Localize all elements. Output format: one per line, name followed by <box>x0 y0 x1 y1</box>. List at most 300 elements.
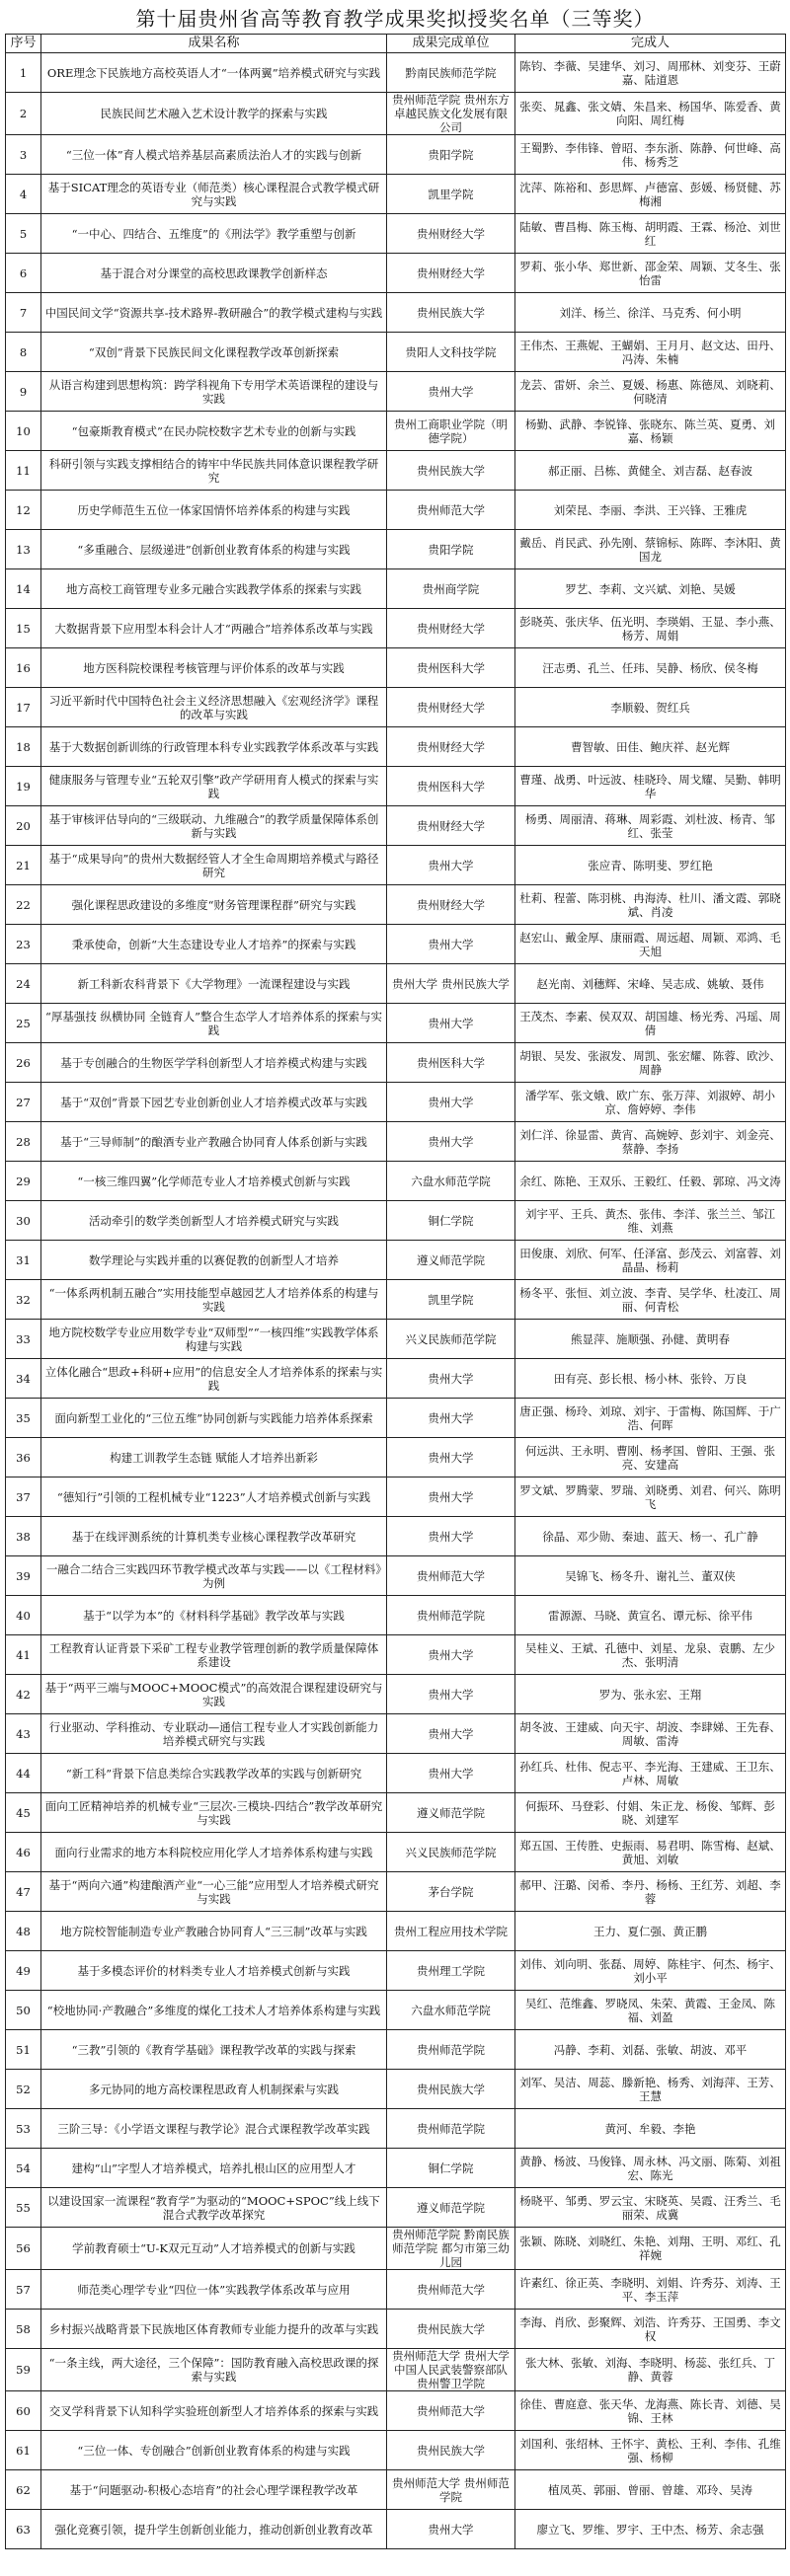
completion-unit: 贵州财经大学 <box>387 254 515 293</box>
achievement-name: 基于“成果导向”的贵州大数据经管人才全生命周期培养模式与路径研究 <box>41 846 387 885</box>
completion-people: 孙红兵、杜伟、倪志平、李光海、王建威、王卫东、卢林、周敏 <box>515 1754 786 1793</box>
completion-unit: 贵州师范大学 <box>387 491 515 530</box>
completion-unit: 贵州大学 <box>387 846 515 885</box>
completion-unit: 贵州财经大学 <box>387 688 515 727</box>
completion-unit: 贵州财经大学 <box>387 727 515 767</box>
completion-unit: 贵阳学院 <box>387 530 515 569</box>
completion-unit: 贵州师范学院 贵州东方卓越民族文化发展有限公司 <box>387 93 515 135</box>
row-number: 23 <box>6 925 41 964</box>
row-number: 10 <box>6 412 41 451</box>
table-row <box>6 2349 786 2391</box>
achievement-name: “校地协同·产教融合”多维度的煤化工技术人才培养体系构建与实践 <box>41 1991 387 2030</box>
completion-people: 王伟杰、王燕妮、王蝴娟、王月月、赵文达、田丹、冯涛、朱楠 <box>515 333 786 372</box>
completion-people: 陈钧、李薇、吴建华、刘习、周邢林、刘变芬、王蔚嘉、陆道恩 <box>515 53 786 93</box>
completion-people: 熊显萍、施顺强、孙健、黄明春 <box>515 1320 786 1359</box>
achievement-name: 师范类心理学专业“四位一体”实践教学体系改革与应用 <box>41 2270 387 2310</box>
achievement-name: “一条主线，两大途径，三个保障”：国防教育融入高校思政课的探索与实践 <box>41 2349 387 2391</box>
achievement-name: 强化竞赛引领，提升学生创新创业能力，推动创新创业教育改革 <box>41 2510 387 2549</box>
completion-people: 杜莉、程蕾、陈羽桃、冉海涛、杜川、潘文霞、郭晓斌、肖凌 <box>515 885 786 925</box>
completion-unit: 贵州师范大学 贵州大学 中国人民武装警察部队贵州警卫学院 <box>387 2349 515 2391</box>
header-unit: 成果完成单位 <box>387 35 515 53</box>
table-header-row <box>6 35 786 53</box>
completion-unit: 贵州师范学院 <box>387 1596 515 1635</box>
completion-people: 杨勇、周丽清、蒋琳、周彩霞、刘杜波、杨青、邹红、张莹 <box>515 806 786 846</box>
completion-unit: 贵州大学 <box>387 1714 515 1754</box>
row-number: 14 <box>6 569 41 609</box>
completion-people: 何振环、马登彩、付娟、朱正龙、杨俊、邹辉、彭晓、刘建军 <box>515 1793 786 1833</box>
table-row <box>6 254 786 293</box>
achievement-name: “双创”背景下民族民间文化课程教学改革创新探索 <box>41 333 387 372</box>
completion-unit: 贵州大学 贵州民族大学 <box>387 964 515 1004</box>
row-number: 4 <box>6 175 41 214</box>
completion-unit: 兴义民族师范学院 <box>387 1320 515 1359</box>
row-number: 37 <box>6 1477 41 1517</box>
completion-people: 许素红、徐正英、李晓明、刘娟、许秀芬、刘涛、王平、李玉萍 <box>515 2270 786 2310</box>
row-number: 53 <box>6 2109 41 2149</box>
row-number: 36 <box>6 1438 41 1477</box>
achievement-name: “新工科”背景下信息类综合实践教学改革的实践与创新研究 <box>41 1754 387 1793</box>
row-number: 45 <box>6 1793 41 1833</box>
completion-unit: 贵州财经大学 <box>387 806 515 846</box>
completion-people: 吴锦飞、杨冬升、谢礼兰、董双侠 <box>515 1556 786 1596</box>
completion-people: 曹智敏、田佳、鲍庆祥、赵光辉 <box>515 727 786 767</box>
row-number: 22 <box>6 885 41 925</box>
table-row <box>6 2470 786 2510</box>
completion-people: 潘学军、张文娥、欧广东、张万萍、刘淑婷、胡小京、詹婷婷、李伟 <box>515 1083 786 1122</box>
table-row <box>6 135 786 175</box>
table-row <box>6 2391 786 2431</box>
completion-unit: 贵州财经大学 <box>387 885 515 925</box>
achievement-name: 多元协同的地方高校课程思政育人机制探索与实践 <box>41 2070 387 2109</box>
completion-people: 吴桂义、王斌、孔德中、刘星、龙泉、袁鹏、左少杰、张明清 <box>515 1635 786 1675</box>
completion-people: 罗艺、李莉、文兴斌、刘艳、吴媛 <box>515 569 786 609</box>
row-number: 58 <box>6 2310 41 2349</box>
achievement-name: 健康服务与管理专业“五轮双引擎”政产学研用育人模式的探索与实践 <box>41 767 387 806</box>
table-row <box>6 53 786 93</box>
completion-unit: 六盘水师范学院 <box>387 1991 515 2030</box>
row-number: 28 <box>6 1122 41 1162</box>
row-number: 9 <box>6 372 41 412</box>
completion-people: 王力、夏仁强、黄正鹏 <box>515 1912 786 1951</box>
achievement-name: 基于在线评测系统的计算机类专业核心课程教学改革研究 <box>41 1517 387 1556</box>
completion-unit: 贵州师范学院 <box>387 2030 515 2070</box>
table-row <box>6 1162 786 1201</box>
completion-unit: 贵州大学 <box>387 1122 515 1162</box>
completion-unit: 贵州医科大学 <box>387 767 515 806</box>
completion-people: 杨勤、武静、李锐锋、张晓东、陈兰英、夏勇、刘嘉、杨颖 <box>515 412 786 451</box>
achievement-name: 基于“三导师制”的酿酒专业产教融合协同育人体系创新与实践 <box>41 1122 387 1162</box>
achievement-name: 中国民间文学“资源共享-技术路界-教研融合”的教学模式建构与实践 <box>41 293 387 333</box>
achievement-name: 三阶三导：《小学语文课程与教学论》混合式课程教学改革实践 <box>41 2109 387 2149</box>
table-row <box>6 491 786 530</box>
achievement-name: 工程教育认证背景下采矿工程专业教学管理创新的教学质量保障体系建设 <box>41 1635 387 1675</box>
row-number: 2 <box>6 93 41 135</box>
row-number: 42 <box>6 1675 41 1714</box>
page-title: 第十届贵州省高等教育教学成果奖拟授奖名单（三等奖） <box>135 7 655 31</box>
row-number: 31 <box>6 1241 41 1280</box>
row-number: 54 <box>6 2149 41 2188</box>
table-row <box>6 648 786 688</box>
achievement-name: 基于大数据创新训练的行政管理本科专业实践教学体系改革与实践 <box>41 727 387 767</box>
achievement-name: 从语言构建到思想构筑：跨学科视角下专用学术英语课程的建设与实践 <box>41 372 387 412</box>
completion-people: 杨晓平、邹勇、罗云宝、宋晓英、吴霞、汪秀兰、毛丽荣、成冀 <box>515 2188 786 2228</box>
completion-people: 王茂杰、李素、侯双双、胡国雄、杨光秀、冯瑶、周倩 <box>515 1004 786 1043</box>
completion-unit: 贵州大学 <box>387 1004 515 1043</box>
achievement-name: 地方院校数学专业应用数学专业“双师型”“一核四维”实践教学体系构建与实践 <box>41 1320 387 1359</box>
completion-people: 郑五国、王传胜、史振雨、易君明、陈雪梅、赵斌、黄旭、刘敏 <box>515 1833 786 1872</box>
table-row <box>6 885 786 925</box>
table-row <box>6 1872 786 1912</box>
row-number: 11 <box>6 451 41 491</box>
header-people: 完成人 <box>515 35 786 53</box>
completion-unit: 贵州民族大学 <box>387 293 515 333</box>
completion-people: 赵光南、刘穗辉、宋峰、吴志成、姚敏、聂伟 <box>515 964 786 1004</box>
row-number: 32 <box>6 1280 41 1320</box>
table-row <box>6 1675 786 1714</box>
row-number: 63 <box>6 2510 41 2549</box>
achievement-name: 基于SICAT理念的英语专业（师范类）核心课程混合式教学模式研究与实践 <box>41 175 387 214</box>
achievement-name: 强化课程思政建设的多维度“财务管理课程群”研究与实践 <box>41 885 387 925</box>
row-number: 41 <box>6 1635 41 1675</box>
achievement-name: 民族民间艺术融入艺术设计教学的探索与实践 <box>41 93 387 135</box>
completion-unit: 贵州师范学院 <box>387 2109 515 2149</box>
table-row <box>6 1122 786 1162</box>
achievement-name: “三位一体、专创融合”创新创业教育体系的构建与实践 <box>41 2431 387 2470</box>
row-number: 56 <box>6 2228 41 2270</box>
completion-unit: 贵州大学 <box>387 1754 515 1793</box>
achievement-name: 数学理论与实践并重的以赛促教的创新型人才培养 <box>41 1241 387 1280</box>
completion-people: 吴红、范维鑫、罗晓凤、朱荣、黄霞、王金凤、陈福、刘盈 <box>515 1991 786 2030</box>
completion-unit: 凯里学院 <box>387 1280 515 1320</box>
row-number: 62 <box>6 2470 41 2510</box>
completion-people: 田俊康、刘欣、何军、任泽富、彭茂云、刘富蓉、刘晶晶、杨莉 <box>515 1241 786 1280</box>
completion-people: 刘伟、刘向明、张磊、周婷、陈桂宇、何杰、杨宇、刘小平 <box>515 1951 786 1991</box>
achievement-name: “三教”引领的《教育学基础》课程教学改革的实践与探索 <box>41 2030 387 2070</box>
completion-unit: 贵州商学院 <box>387 569 515 609</box>
completion-people: 植凤英、郭丽、曾丽、曾雄、邓玲、吴涛 <box>515 2470 786 2510</box>
completion-people: 陆敏、曹昌梅、陈玉梅、胡明霞、王霖、杨沧、刘世红 <box>515 214 786 254</box>
table-row <box>6 806 786 846</box>
row-number: 27 <box>6 1083 41 1122</box>
completion-people: 唐正强、杨玲、刘琼、刘宇、于雷梅、陈国辉、于广浩、何晖 <box>515 1399 786 1438</box>
table-row <box>6 175 786 214</box>
completion-people: 余红、陈艳、王双乐、王毅红、任毅、郭琼、冯文涛 <box>515 1162 786 1201</box>
completion-unit: 贵阳人文科技学院 <box>387 333 515 372</box>
achievement-name: 学前教育硕士“U-K双元互动”人才培养模式的创新与实践 <box>41 2228 387 2270</box>
table-row <box>6 530 786 569</box>
table-body <box>6 53 786 2549</box>
table-row <box>6 451 786 491</box>
table-row <box>6 93 786 135</box>
row-number: 24 <box>6 964 41 1004</box>
row-number: 49 <box>6 1951 41 1991</box>
achievement-name: 基于审核评估导向的“三级联动、九维融合”的教学质量保障体系创新与实践 <box>41 806 387 846</box>
completion-people: 罗莉、张小华、郑世新、邵金荣、周颖、艾冬生、张怡雷 <box>515 254 786 293</box>
row-number: 6 <box>6 254 41 293</box>
table-row <box>6 727 786 767</box>
table-row <box>6 767 786 806</box>
row-number: 26 <box>6 1043 41 1083</box>
table-row <box>6 1833 786 1872</box>
achievement-name: 基于“双创”背景下园艺专业创新创业人才培养模式改革与实践 <box>41 1083 387 1122</box>
table-row <box>6 1241 786 1280</box>
row-number: 48 <box>6 1912 41 1951</box>
table-row <box>6 1991 786 2030</box>
completion-people: 田有亮、彭长根、杨小林、张铃、万良 <box>515 1359 786 1399</box>
achievement-name: 活动牵引的数学类创新型人才培养模式研究与实践 <box>41 1201 387 1241</box>
completion-people: 刘洋、杨兰、徐洋、马克秀、何小明 <box>515 293 786 333</box>
completion-unit: 贵州民族大学 <box>387 451 515 491</box>
row-number: 18 <box>6 727 41 767</box>
completion-unit: 贵州大学 <box>387 1517 515 1556</box>
table-row <box>6 2109 786 2149</box>
table-row <box>6 2510 786 2549</box>
table-row <box>6 1793 786 1833</box>
table-row <box>6 569 786 609</box>
achievement-name: “三位一体”育人模式培养基层高素质法治人才的实践与创新 <box>41 135 387 175</box>
completion-people: 彭晓英、张庆华、伍光明、李瑛娟、王显、李小燕、杨芳、周娟 <box>515 609 786 648</box>
completion-unit: 贵州大学 <box>387 1083 515 1122</box>
completion-people: 汪志勇、孔兰、任玮、吴静、杨欣、侯冬梅 <box>515 648 786 688</box>
completion-people: 沈萍、陈裕和、彭思辉、卢德富、彭媛、杨贤健、苏梅湘 <box>515 175 786 214</box>
achievement-name: 基于“两向六通”构建酿酒产业“一心三能”应用型人才培养模式研究与实践 <box>41 1872 387 1912</box>
table-row <box>6 2431 786 2470</box>
completion-people: 罗文斌、罗腾蒙、罗瑞、刘晓勇、刘君、何兴、陈明飞 <box>515 1477 786 1517</box>
completion-unit: 贵州医科大学 <box>387 648 515 688</box>
achievement-name: 大数据背景下应用型本科会计人才“两融合”培养体系改革与实践 <box>41 609 387 648</box>
table-row <box>6 372 786 412</box>
completion-people: 刘荣昆、李丽、李洪、王兴锋、王雅虎 <box>515 491 786 530</box>
completion-people: 刘国利、张绍林、王怀宇、黄松、王利、李伟、孔维强、杨柳 <box>515 2431 786 2470</box>
completion-people: 王蜀黔、李伟锋、曾昭、李东浙、陈静、何世峰、高伟、杨秀芝 <box>515 135 786 175</box>
row-number: 44 <box>6 1754 41 1793</box>
completion-people: 张颖、陈晓、刘晓红、朱艳、刘翔、王明、邓红、孔祥婉 <box>515 2228 786 2270</box>
row-number: 12 <box>6 491 41 530</box>
achievement-name: 以建设国家一流课程“教育学”为驱动的“MOOC+SPOC”线上线下混合式教学改革探究 <box>41 2188 387 2228</box>
achievement-name: “一中心、四结合、五维度”的《刑法学》教学重塑与创新 <box>41 214 387 254</box>
row-number: 61 <box>6 2431 41 2470</box>
row-number: 60 <box>6 2391 41 2431</box>
completion-people: 张应青、陈明斐、罗红艳 <box>515 846 786 885</box>
achievement-name: 历史学师范生五位一体家国情怀培养体系的构建与实践 <box>41 491 387 530</box>
achievement-name: 基于混合对分课堂的高校思政课教学创新样态 <box>41 254 387 293</box>
completion-unit: 贵州工程应用技术学院 <box>387 1912 515 1951</box>
achievement-name: 地方院校智能制造专业产教融合协同育人“三三制”改革与实践 <box>41 1912 387 1951</box>
completion-people: 胡银、吴发、张淑发、周凯、张宏耀、陈蓉、欧沙、周静 <box>515 1043 786 1083</box>
completion-unit: 铜仁学院 <box>387 2149 515 2188</box>
completion-unit: 贵州大学 <box>387 372 515 412</box>
completion-people: 郝甲、汪璐、闵希、李丹、杨杨、王红芳、刘超、李蓉 <box>515 1872 786 1912</box>
completion-unit: 贵阳学院 <box>387 135 515 175</box>
achievement-name: 地方高校工商管理专业多元融合实践教学体系的探索与实践 <box>41 569 387 609</box>
table-row <box>6 1399 786 1438</box>
completion-unit: 黔南民族师范学院 <box>387 53 515 93</box>
table-row <box>6 2149 786 2188</box>
completion-unit: 茅台学院 <box>387 1872 515 1912</box>
achievement-name: 新工科新农科背景下《大学物理》一流课程建设与实践 <box>41 964 387 1004</box>
table-row <box>6 1951 786 1991</box>
table-row <box>6 1320 786 1359</box>
completion-unit: 贵州理工学院 <box>387 1951 515 1991</box>
table-row <box>6 609 786 648</box>
table-row <box>6 1714 786 1754</box>
completion-unit: 贵州民族大学 <box>387 2431 515 2470</box>
achievement-name: “一体系两机制五融合”实用技能型卓越园艺人才培养体系的构建与实践 <box>41 1280 387 1320</box>
achievement-name: “厚基强技 纵横协同 全链育人”整合生态学人才培养体系的探索与实践 <box>41 1004 387 1043</box>
table-row <box>6 333 786 372</box>
completion-people: 罗为、张永宏、王翔 <box>515 1675 786 1714</box>
row-number: 20 <box>6 806 41 846</box>
achievement-name: 一融合二结合三实践四环节教学模式改革与实践——以《工程材料》为例 <box>41 1556 387 1596</box>
achievement-name: 基于多模态评价的材料类专业人才培养模式创新与实践 <box>41 1951 387 1991</box>
completion-people: 廖立飞、罗维、罗宇、王中杰、杨芳、余志强 <box>515 2510 786 2549</box>
achievement-name: ORE理念下民族地方高校英语人才“一体两翼”培养模式研究与实践 <box>41 53 387 93</box>
row-number: 34 <box>6 1359 41 1399</box>
row-number: 1 <box>6 53 41 93</box>
completion-people: 龙芸、雷妍、余兰、夏媛、杨惠、陈德凤、刘晓莉、何晓清 <box>515 372 786 412</box>
completion-unit: 遵义师范学院 <box>387 1241 515 1280</box>
completion-unit: 贵州大学 <box>387 1675 515 1714</box>
completion-unit: 贵州师范大学 <box>387 2391 515 2431</box>
row-number: 35 <box>6 1399 41 1438</box>
row-number: 5 <box>6 214 41 254</box>
table-row <box>6 1359 786 1399</box>
table-row <box>6 1556 786 1596</box>
completion-unit: 贵州财经大学 <box>387 214 515 254</box>
completion-people: 张奕、晁鑫、张文婧、朱昌来、杨国华、陈爱香、黄向阳、周红梅 <box>515 93 786 135</box>
row-number: 52 <box>6 2070 41 2109</box>
completion-people: 冯静、李莉、刘磊、张敏、胡波、邓平 <box>515 2030 786 2070</box>
achievement-name: 立体化融合“思政+科研+应用”的信息安全人才培养体系的探索与实践 <box>41 1359 387 1399</box>
row-number: 38 <box>6 1517 41 1556</box>
row-number: 57 <box>6 2270 41 2310</box>
completion-unit: 遵义师范学院 <box>387 2188 515 2228</box>
row-number: 15 <box>6 609 41 648</box>
completion-unit: 贵州大学 <box>387 1399 515 1438</box>
table-row <box>6 1635 786 1675</box>
award-table <box>5 34 786 2549</box>
row-number: 8 <box>6 333 41 372</box>
table-row <box>6 1754 786 1793</box>
completion-people: 李海、肖欣、彭聚辉、刘浩、许秀芬、王国勇、李文权 <box>515 2310 786 2349</box>
row-number: 39 <box>6 1556 41 1596</box>
completion-unit: 贵州医科大学 <box>387 1043 515 1083</box>
header-number: 序号 <box>6 35 41 53</box>
completion-people: 张大林、张敏、刘海、李晓明、杨蕊、张红兵、丁静、黄蓉 <box>515 2349 786 2391</box>
achievement-name: 面向工匠精神培养的机械专业“三层次-三模块-四结合”教学改革研究与实践 <box>41 1793 387 1833</box>
table-row <box>6 1043 786 1083</box>
achievement-name: “包豪斯教育模式”在民办院校数字艺术专业的创新与实践 <box>41 412 387 451</box>
achievement-name: “德知行”引领的工程机械专业“1223”人才培养模式创新与实践 <box>41 1477 387 1517</box>
completion-people: 黄河、牟毅、李艳 <box>515 2109 786 2149</box>
table-row <box>6 925 786 964</box>
completion-people: 杨冬平、张恒、刘立波、李青、吴学华、杜凌江、周丽、何青松 <box>515 1280 786 1320</box>
achievement-name: 基于“问题驱动-积极心态培育”的社会心理学课程教学改革 <box>41 2470 387 2510</box>
completion-people: 徐佳、曹庭意、张天华、龙海燕、陈长青、刘德、吴锦、王林 <box>515 2391 786 2431</box>
completion-unit: 贵州师范大学 <box>387 1556 515 1596</box>
completion-unit: 贵州大学 <box>387 925 515 964</box>
row-number: 30 <box>6 1201 41 1241</box>
row-number: 3 <box>6 135 41 175</box>
completion-unit: 贵州工商职业学院（明德学院） <box>387 412 515 451</box>
completion-unit: 贵州大学 <box>387 1635 515 1675</box>
completion-people: 刘宇平、王兵、黄杰、张伟、李洋、张兰兰、邹江维、刘燕 <box>515 1201 786 1241</box>
row-number: 17 <box>6 688 41 727</box>
completion-people: 徐晶、邓少勋、秦迪、蓝天、杨一、孔广静 <box>515 1517 786 1556</box>
achievement-name: 面向新型工业化的“三位五维”协同创新与实践能力培养体系探索 <box>41 1399 387 1438</box>
table-row <box>6 846 786 885</box>
table-row <box>6 1596 786 1635</box>
table-row <box>6 214 786 254</box>
completion-people: 胡冬波、王建威、向天宇、胡波、李肆娣、王先春、周敏、雷涛 <box>515 1714 786 1754</box>
row-number: 25 <box>6 1004 41 1043</box>
completion-people: 何远洪、王永明、曹刚、杨孝国、曾阳、王强、张亮、安建高 <box>515 1438 786 1477</box>
table-row <box>6 1004 786 1043</box>
table-row <box>6 1477 786 1517</box>
table-row <box>6 964 786 1004</box>
completion-people: 刘仁洋、徐显雷、黄宵、高婉婷、彭刘宇、刘金亮、蔡静、李扬 <box>515 1122 786 1162</box>
row-number: 55 <box>6 2188 41 2228</box>
row-number: 13 <box>6 530 41 569</box>
completion-unit: 贵州大学 <box>387 1477 515 1517</box>
completion-unit: 贵州大学 <box>387 1359 515 1399</box>
completion-unit: 贵州大学 <box>387 1438 515 1477</box>
achievement-name: 地方医科院校课程考核管理与评价体系的改革与实践 <box>41 648 387 688</box>
table-row <box>6 412 786 451</box>
achievement-name: 构建工训教学生态链 赋能人才培养出新彩 <box>41 1438 387 1477</box>
table-row <box>6 688 786 727</box>
completion-people: 雷源源、马晓、黄宣名、谭元标、徐平伟 <box>515 1596 786 1635</box>
row-number: 19 <box>6 767 41 806</box>
completion-unit: 贵州师范学院 黔南民族师范学院 都匀市第三幼儿园 <box>387 2228 515 2270</box>
achievement-name: 交叉学科背景下认知科学实验班创新型人才培养体系的探索与实践 <box>41 2391 387 2431</box>
achievement-name: 基于专创融合的生物医学学科创新型人才培养模式构建与实践 <box>41 1043 387 1083</box>
header-achievement-name: 成果名称 <box>41 35 387 53</box>
achievement-name: 秉承使命，创新“大生态建设专业人才培养”的探索与实践 <box>41 925 387 964</box>
completion-people: 戴岳、肖民武、孙先刚、蔡锦标、陈晖、李沐阳、黄国龙 <box>515 530 786 569</box>
achievement-name: 基于“两平三端与MOOC+MOOC模式”的高效混合课程建设研究与实践 <box>41 1675 387 1714</box>
achievement-name: 乡村振兴战略背景下民族地区体育教师专业能力提升的改革与实践 <box>41 2310 387 2349</box>
row-number: 29 <box>6 1162 41 1201</box>
completion-unit: 贵州大学 <box>387 2510 515 2549</box>
table-row <box>6 2270 786 2310</box>
achievement-name: 科研引领与实践支撑相结合的铸牢中华民族共同体意识课程教学研究 <box>41 451 387 491</box>
achievement-name: “一核三维四翼”化学师范专业人才培养模式创新与实践 <box>41 1162 387 1201</box>
achievement-name: “多重融合、层级递进”创新创业教育体系的构建与实践 <box>41 530 387 569</box>
achievement-name: 面向行业需求的地方本科院校应用化学人才培养体系构建与实践 <box>41 1833 387 1872</box>
table-row <box>6 2228 786 2270</box>
row-number: 16 <box>6 648 41 688</box>
row-number: 7 <box>6 293 41 333</box>
table-row <box>6 1438 786 1477</box>
completion-unit: 贵州民族大学 <box>387 2070 515 2109</box>
row-number: 59 <box>6 2349 41 2391</box>
row-number: 51 <box>6 2030 41 2070</box>
completion-unit: 贵州民族大学 <box>387 2310 515 2349</box>
table-row <box>6 1201 786 1241</box>
row-number: 40 <box>6 1596 41 1635</box>
row-number: 46 <box>6 1833 41 1872</box>
completion-unit: 铜仁学院 <box>387 1201 515 1241</box>
completion-people: 郝正丽、吕栋、黄健全、刘吉磊、赵春波 <box>515 451 786 491</box>
row-number: 43 <box>6 1714 41 1754</box>
row-number: 47 <box>6 1872 41 1912</box>
row-number: 50 <box>6 1991 41 2030</box>
table-row <box>6 1912 786 1951</box>
completion-unit: 遵义师范学院 <box>387 1793 515 1833</box>
completion-unit: 凯里学院 <box>387 175 515 214</box>
table-row <box>6 2070 786 2109</box>
